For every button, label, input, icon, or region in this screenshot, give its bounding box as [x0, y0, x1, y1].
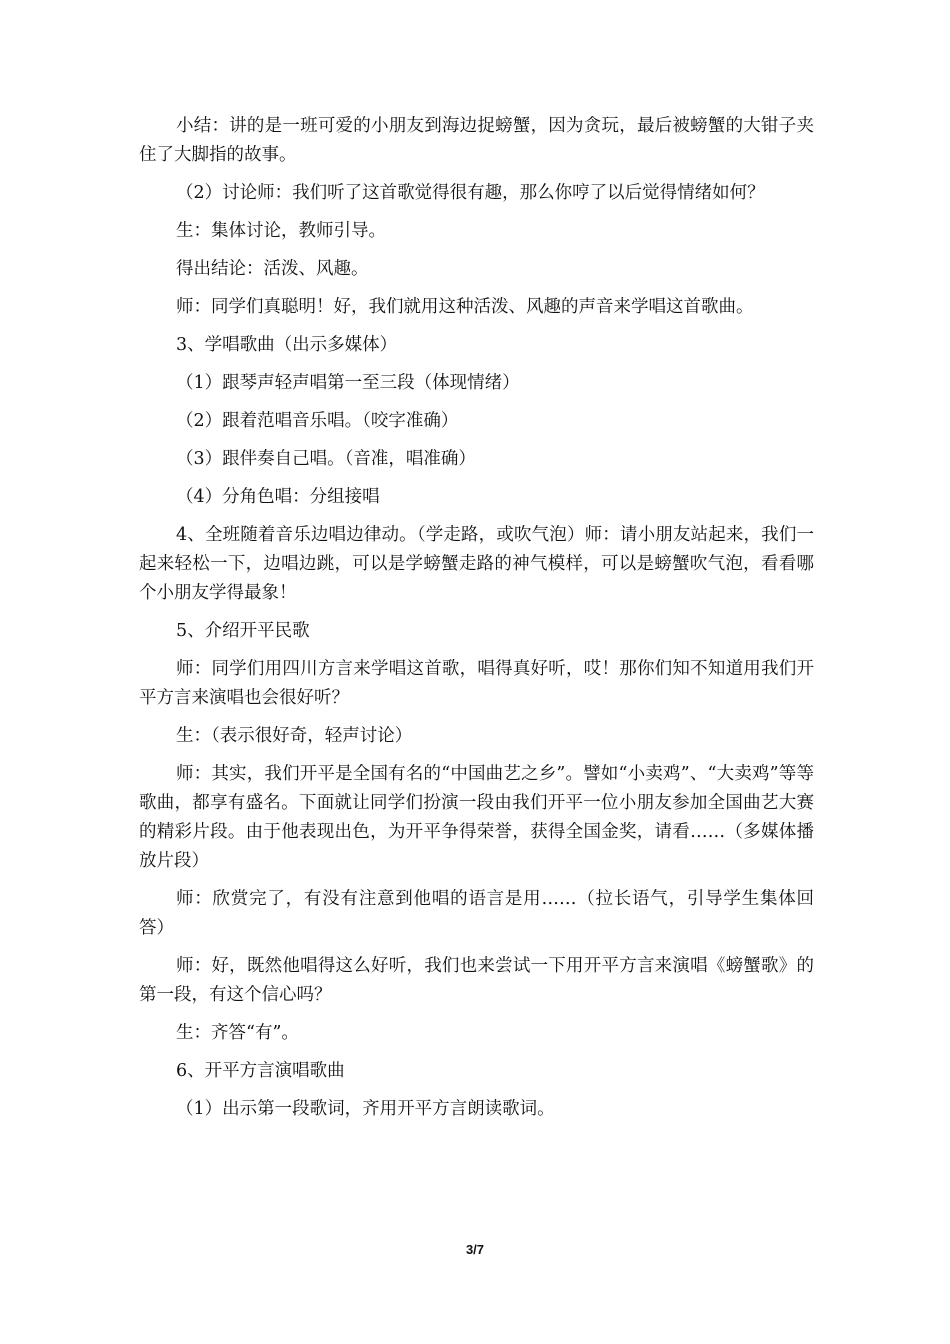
paragraph-student-discuss: 生：集体讨论，教师引导。 — [176, 221, 386, 241]
paragraph-conclusion: 得出结论：活泼、风趣。 — [176, 259, 369, 279]
paragraph-teacher-praise: 师：同学们真聪明！好，我们就用这种活泼、风趣的声音来学唱这首歌曲。 — [176, 297, 754, 317]
paragraph-discussion: （2）讨论师：我们听了这首歌觉得很有趣，那么你哼了以后觉得情绪如何？ — [176, 183, 765, 203]
list-item-read-lyrics: （1）出示第一段歌词，齐用开平方言朗读歌词。 — [176, 1099, 555, 1119]
paragraph-teacher-question: 师：欣赏完了，有没有注意到他唱的语言是用……（拉长语气，引导学生集体回答） — [139, 889, 814, 938]
page-number: 3/7 — [465, 1242, 485, 1257]
paragraph-student-answer: 生：齐答“有”。 — [176, 1023, 299, 1043]
list-item-step-1: （1）跟琴声轻声唱第一至三段（体现情绪） — [176, 373, 520, 393]
paragraph-teacher-try: 师：好，既然他唱得这么好听，我们也来尝试一下用开平方言来演唱《螃蟹歌》的第一段，有这个信心吗？ — [139, 956, 814, 1005]
heading-dialect-singing: 6、开平方言演唱歌曲 — [176, 1061, 345, 1081]
paragraph-student-curious: 生：（表示很好奇，轻声讨论） — [176, 726, 413, 746]
list-item-step-3: （3）跟伴奏自己唱。（音准，唱准确） — [176, 449, 476, 469]
heading-learn-song: 3、学唱歌曲（出示多媒体） — [176, 335, 398, 355]
list-item-step-4: （4）分角色唱：分组接唱 — [176, 487, 380, 507]
paragraph-teacher-intro: 师：其实，我们开平是全国有名的“中国曲艺之乡”。譬如“小卖鸡”、“大卖鸡”等等歌曲，都享有盛名。下面就让同学们扮演一段由我们开平一位小朋友参加全国曲艺大赛的精彩片段。由于他表现出色，为开平争得荣誉，获得全国金奖，请看……（多媒体播放片段） — [139, 764, 814, 871]
paragraph-movement: 4、全班随着音乐边唱边律动。（学走路，或吹气泡）师：请小朋友站起来，我们一起来轻松一下，边唱边跳，可以是学螃蟹走路的神气模样，可以是螃蟹吹气泡，看看哪个小朋友学得最象！ — [139, 525, 814, 603]
list-item-step-2: （2）跟着范唱音乐唱。（咬字准确） — [176, 411, 459, 431]
heading-kaiping-folk: 5、介绍开平民歌 — [176, 621, 310, 641]
paragraph-teacher-dialect: 师：同学们用四川方言来学唱这首歌，唱得真好听，哎！那你们知不知道用我们开平方言来演唱也会很好听？ — [139, 659, 814, 708]
document-body — [139, 112, 814, 1133]
paragraph-summary: 小结：讲的是一班可爱的小朋友到海边捉螃蟹，因为贪玩，最后被螃蟹的大钳子夹住了大脚指的故事。 — [139, 116, 814, 165]
